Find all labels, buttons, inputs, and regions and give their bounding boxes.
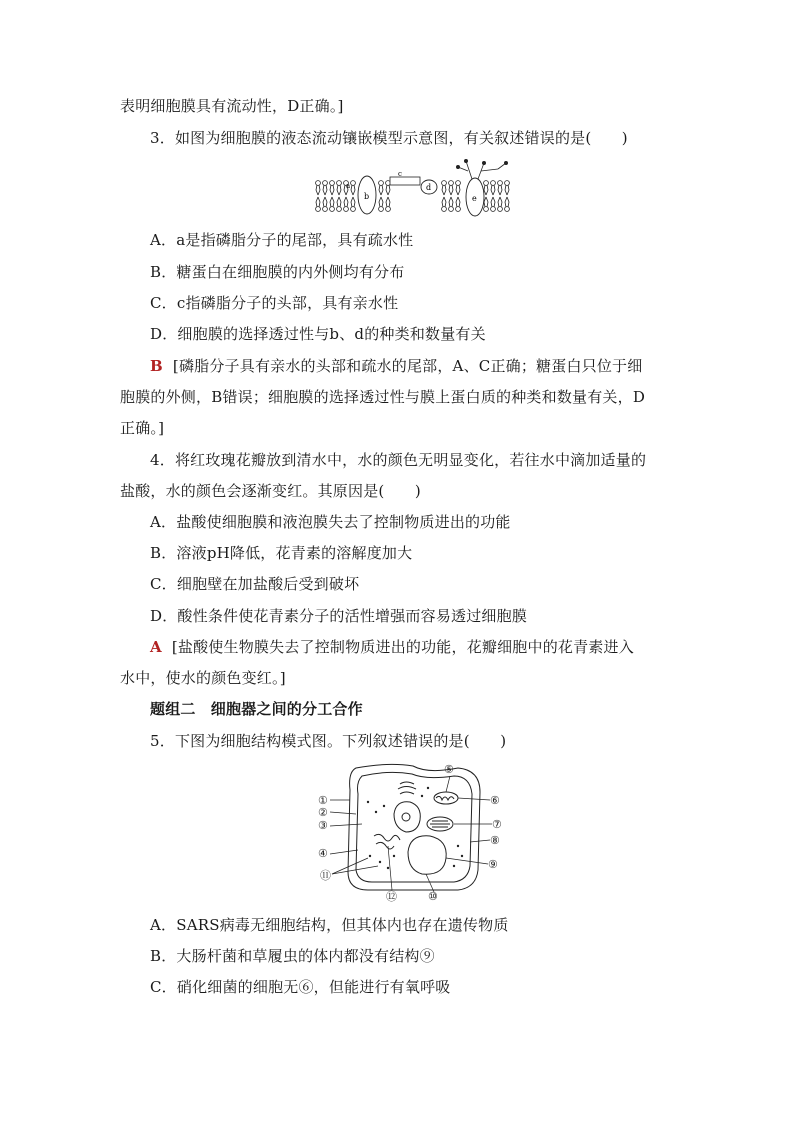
phospholipid-tail (337, 185, 341, 195)
phospholipid-head (456, 181, 461, 186)
glycolipid-c (390, 177, 420, 185)
er (374, 834, 400, 849)
phospholipid-head (351, 207, 356, 212)
question-3: 3．如图为细胞膜的液态流动镶嵌模型示意图，有关叙述错误的是( ) (150, 129, 628, 147)
cell-label-2: ② (318, 806, 328, 819)
phospholipid-tail (379, 197, 383, 207)
phospholipid-tail (442, 197, 446, 207)
question-5: 5．下图为细胞结构模式图。下列叙述错误的是( ) (150, 732, 507, 750)
cell-label-6: ⑥ (490, 794, 500, 807)
phospholipid-tail (491, 185, 495, 195)
question-4-cont: 盐酸，水的颜色会逐渐变红。其原因是( ) (120, 482, 421, 500)
text-line: 表明细胞膜具有流动性，D正确。] (120, 97, 344, 115)
vacuole (408, 836, 446, 874)
option-3c: C．c指磷脂分子的头部，具有亲水性 (150, 294, 399, 312)
answer-4 (150, 637, 710, 657)
option-3d: D．细胞膜的选择透过性与b、d的种类和数量有关 (150, 325, 486, 343)
phospholipid-tail (505, 197, 509, 207)
phospholipid-head (505, 207, 510, 212)
sugar-chains (456, 159, 507, 179)
phospholipid-tail (379, 185, 383, 195)
option-3b: B．糖蛋白在细胞膜的内外侧均有分布 (150, 263, 405, 281)
cell-label-1: ① (318, 794, 328, 807)
cell-label-11: ⑪ (320, 869, 331, 882)
phospholipid-tail (323, 185, 327, 195)
answer-3 (150, 356, 710, 376)
membrane-label-a: a (346, 182, 351, 190)
phospholipid-head (491, 181, 496, 186)
explanation-line: 正确。] (120, 419, 165, 437)
mitochondrion (434, 792, 458, 804)
phospholipid-tail (498, 185, 502, 195)
phospholipid-head (379, 207, 384, 212)
phospholipid-head (442, 207, 447, 212)
question-4: 4．将红玫瑰花瓣放到清水中，水的颜色无明显变化，若往水中滴加适量的 (150, 451, 647, 469)
phospholipid-head (330, 207, 335, 212)
golgi (398, 782, 416, 794)
phospholipid-tail (351, 197, 355, 207)
option-4d: D．酸性条件使花青素分子的活性增强而容易透过细胞膜 (150, 607, 528, 625)
phospholipid-head (379, 181, 384, 186)
phospholipid-head (456, 207, 461, 212)
explanation-line: 水中，使水的颜色变红。] (120, 669, 286, 687)
phospholipid-head (323, 207, 328, 212)
phospholipid-tail (498, 197, 502, 207)
nucleus (394, 802, 420, 832)
cell-label-5: ⑤ (444, 763, 454, 776)
cell-wall (348, 764, 480, 890)
option-4b: B．溶液pH降低，花青素的溶解度加大 (150, 544, 413, 562)
phospholipid-head (337, 207, 342, 212)
phospholipid-tail (330, 197, 334, 207)
phospholipid-head (449, 181, 454, 186)
phospholipid-head (330, 181, 335, 186)
phospholipid-head (316, 181, 321, 186)
option-3a: A．a是指磷脂分子的尾部，具有疏水性 (150, 231, 414, 249)
answer-letter: A (150, 638, 162, 656)
phospholipid-tail (351, 185, 355, 195)
phospholipid-tail (386, 185, 390, 195)
explanation-line: 胞膜的外侧，B错误；细胞膜的选择透过性与膜上蛋白质的种类和数量有关，D (120, 388, 646, 406)
cell-label-8: ⑧ (490, 834, 500, 847)
membrane-label-e: e (472, 194, 477, 203)
answer-letter: B (150, 357, 163, 375)
phospholipid-head (491, 207, 496, 212)
phospholipid-head (449, 207, 454, 212)
phospholipid-head (337, 181, 342, 186)
option-5b: B．大肠杆菌和草履虫的体内都没有结构⑨ (150, 947, 435, 965)
phospholipid-head (498, 207, 503, 212)
phospholipid-tail (449, 185, 453, 195)
phospholipid-tail (484, 185, 488, 195)
membrane-diagram (312, 157, 514, 217)
membrane-label-d: d (426, 183, 432, 192)
membrane-label-b: b (364, 192, 370, 201)
phospholipid-tail (344, 197, 348, 207)
phospholipid-tail (323, 197, 327, 207)
option-5a: A．SARS病毒无细胞结构，但其体内也存在遗传物质 (150, 916, 509, 934)
section-heading: 题组二 细胞器之间的分工合作 (150, 700, 363, 718)
phospholipid-tail (442, 185, 446, 195)
phospholipid-tail (449, 197, 453, 207)
phospholipid-head (498, 181, 503, 186)
phospholipid-head (316, 207, 321, 212)
phospholipid-head (442, 181, 447, 186)
phospholipid-head (344, 207, 349, 212)
phospholipid-tail (456, 197, 460, 207)
cell-label-4: ④ (318, 847, 328, 860)
option-4a: A．盐酸使细胞膜和液泡膜失去了控制物质进出的功能 (150, 513, 511, 531)
nucleolus (402, 813, 410, 821)
cell-label-3: ③ (318, 819, 328, 832)
cell-diagram (318, 762, 508, 902)
cell-label-12: ⑫ (386, 890, 397, 902)
cell-label-9: ⑨ (488, 858, 498, 871)
phospholipid-tail (386, 197, 390, 207)
phospholipid-tail (484, 197, 488, 207)
phospholipid-head (505, 181, 510, 186)
phospholipid-tail (491, 197, 495, 207)
explanation: [盐酸使生物膜失去了控制物质进出的功能，花瓣细胞中的花青素进入 (171, 638, 634, 656)
phospholipid-head (484, 181, 489, 186)
phospholipid-head (351, 181, 356, 186)
option-4c: C．细胞壁在加盐酸后受到破坏 (150, 575, 360, 593)
phospholipid-tail (330, 185, 334, 195)
phospholipid-tail (337, 197, 341, 207)
phospholipid-head (323, 181, 328, 186)
phospholipid-tail (316, 185, 320, 195)
cell-label-7: ⑦ (492, 818, 502, 831)
phospholipid-tail (505, 185, 509, 195)
explanation: [磷脂分子具有亲水的头部和疏水的尾部，A、C正确；糖蛋白只位于细 (172, 357, 643, 375)
membrane-label-c: c (398, 170, 402, 178)
phospholipid-head (484, 207, 489, 212)
phospholipid-head (386, 207, 391, 212)
phospholipid-tail (316, 197, 320, 207)
option-5c: C．硝化细菌的细胞无⑥，但能进行有氧呼吸 (150, 978, 451, 996)
phospholipid-tail (456, 185, 460, 195)
cell-label-10: ⑩ (428, 890, 438, 902)
